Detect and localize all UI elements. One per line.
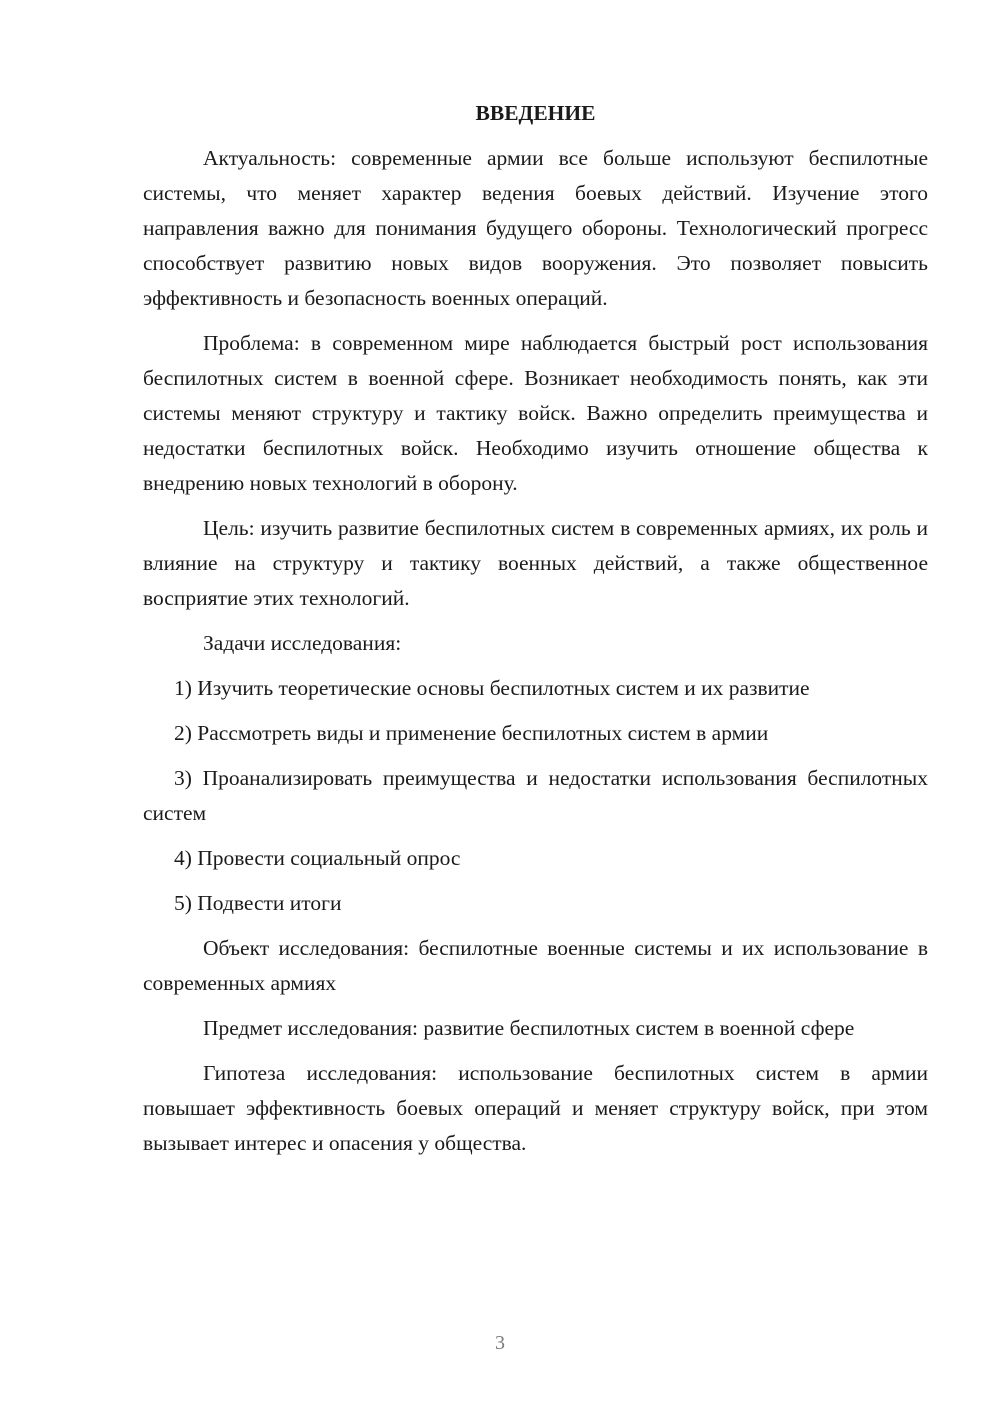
task-item: 4) Провести социальный опрос (174, 846, 461, 870)
task-item: 3) Проанализировать преимущества и недостатки использования беспилотных систем (143, 766, 928, 825)
hypothesis-paragraph: Гипотеза исследования: использование беспилотных систем в армии повышает эффективность боевых операций и меняет структуру войск, при этом вызывает интерес и опасения у общества. (143, 1061, 928, 1155)
page-number: 3 (495, 1332, 505, 1354)
task-item: 5) Подвести итоги (174, 891, 342, 915)
page-content (143, 96, 928, 1171)
object-paragraph: Объект исследования: беспилотные военные системы и их использование в современных армиях (143, 936, 928, 995)
relevance-paragraph: Актуальность: современные армии все больше используют беспилотные системы, что меняет характер ведения боевых действий. Изучение этого направления важно для понимания будущего обороны. Технологический прогресс способствует развитию новых видов вооружения. Это позволяет повысить эффективность и безопасность военных операций. (143, 146, 928, 310)
goal-paragraph: Цель: изучить развитие беспилотных систем в современных армиях, их роль и влияние на структуру и тактику военных действий, а также общественное восприятие этих технологий. (143, 516, 928, 610)
task-item: 2) Рассмотреть виды и применение беспилотных систем в армии (174, 721, 769, 745)
task-item: 1) Изучить теоретические основы беспилотных систем и их развитие (174, 676, 810, 700)
problem-paragraph: Проблема: в современном мире наблюдается быстрый рост использования беспилотных систем в военной сфере. Возникает необходимость понять, как эти системы меняют структуру и тактику войск. Важно определить преимущества и недостатки беспилотных войск. Необходимо изучить отношение общества к внедрению новых технологий в оборону. (143, 331, 928, 495)
page-title: ВВЕДЕНИЕ (475, 101, 596, 125)
subject-paragraph: Предмет исследования: развитие беспилотных систем в военной сфере (203, 1016, 855, 1040)
tasks-heading: Задачи исследования: (203, 631, 402, 655)
